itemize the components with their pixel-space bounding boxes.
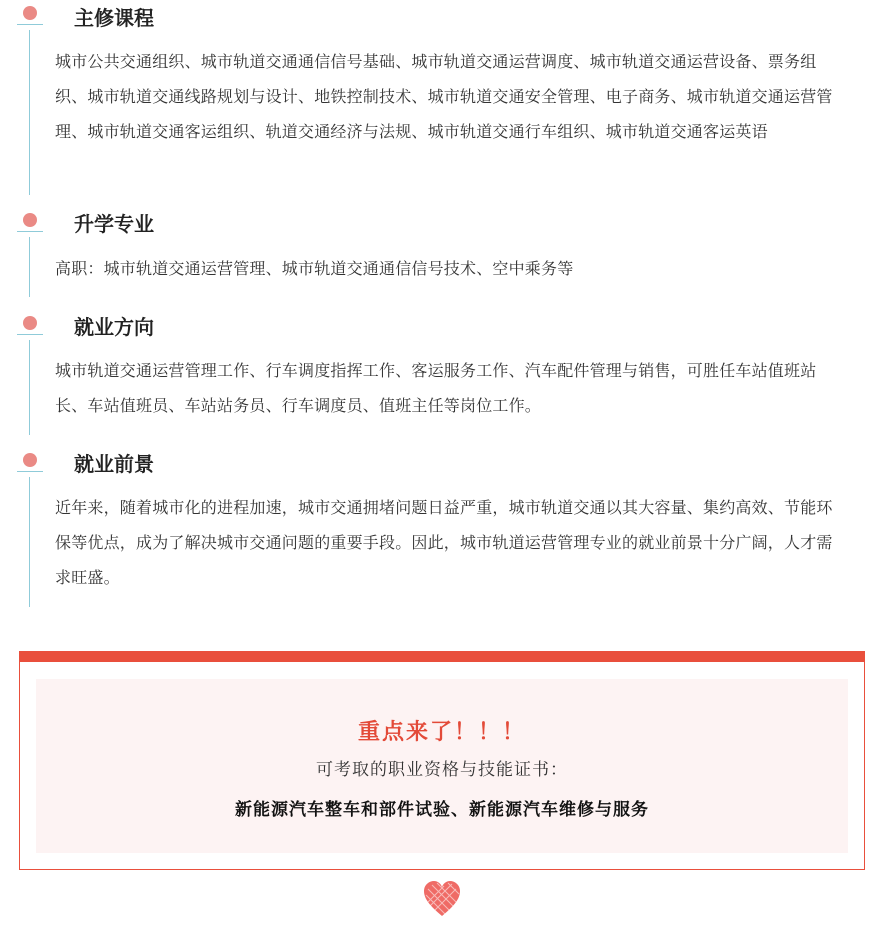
section-text: 城市轨道交通运营管理工作、行车调度指挥工作、客运服务工作、汽车配件管理与销售，可胜任车站值班站长、车站值班员、车站站务员、行车调度员、值班主任等岗位工作。 <box>55 361 817 415</box>
highlight-card <box>19 662 865 870</box>
section-text: 高职：城市轨道交通运营管理、城市轨道交通通信信号技术、空中乘务等 <box>55 259 574 278</box>
timeline-line <box>29 477 30 607</box>
divider <box>17 24 43 25</box>
highlight-card-inner <box>36 679 848 853</box>
dot-icon <box>23 316 37 330</box>
dot-icon <box>23 6 37 20</box>
section-heading: 主修课程 <box>74 6 154 30</box>
section-heading: 就业方向 <box>74 315 154 339</box>
heart-icon <box>422 880 462 918</box>
timeline-line <box>29 237 30 297</box>
highlight-subtitle: 可考取的职业资格与技能证书： <box>316 760 568 780</box>
dot-icon <box>23 213 37 227</box>
timeline-line <box>29 340 30 435</box>
section-heading: 升学专业 <box>74 212 154 236</box>
divider <box>17 231 43 232</box>
highlight-title: 重点来了！！！ <box>357 720 526 745</box>
timeline-line <box>29 30 30 195</box>
section-text: 城市公共交通组织、城市轨道交通通信信号基础、城市轨道交通运营调度、城市轨道交通运营设备、票务组织、城市轨道交通线路规划与设计、地铁控制技术、城市轨道交通安全管理、电子商务、城市轨道交通运营管理、城市轨道交通客运组织、轨道交通经济与法规、城市轨道交通行车组织、城市轨道交通客运英语 <box>55 52 833 141</box>
divider <box>17 471 43 472</box>
card-top-bar <box>19 651 865 662</box>
section-text: 近年来，随着城市化的进程加速，城市交通拥堵问题日益严重，城市轨道交通以其大容量、集约高效、节能环保等优点，成为了解决城市交通问题的重要手段。因此，城市轨道运营管理专业的就业前景十分广阔，人才需求旺盛。 <box>55 498 833 587</box>
section-heading: 就业前景 <box>74 452 154 476</box>
certificate-list: 新能源汽车整车和部件试验、新能源汽车维修与服务 <box>235 800 649 820</box>
dot-icon <box>23 453 37 467</box>
divider <box>17 334 43 335</box>
